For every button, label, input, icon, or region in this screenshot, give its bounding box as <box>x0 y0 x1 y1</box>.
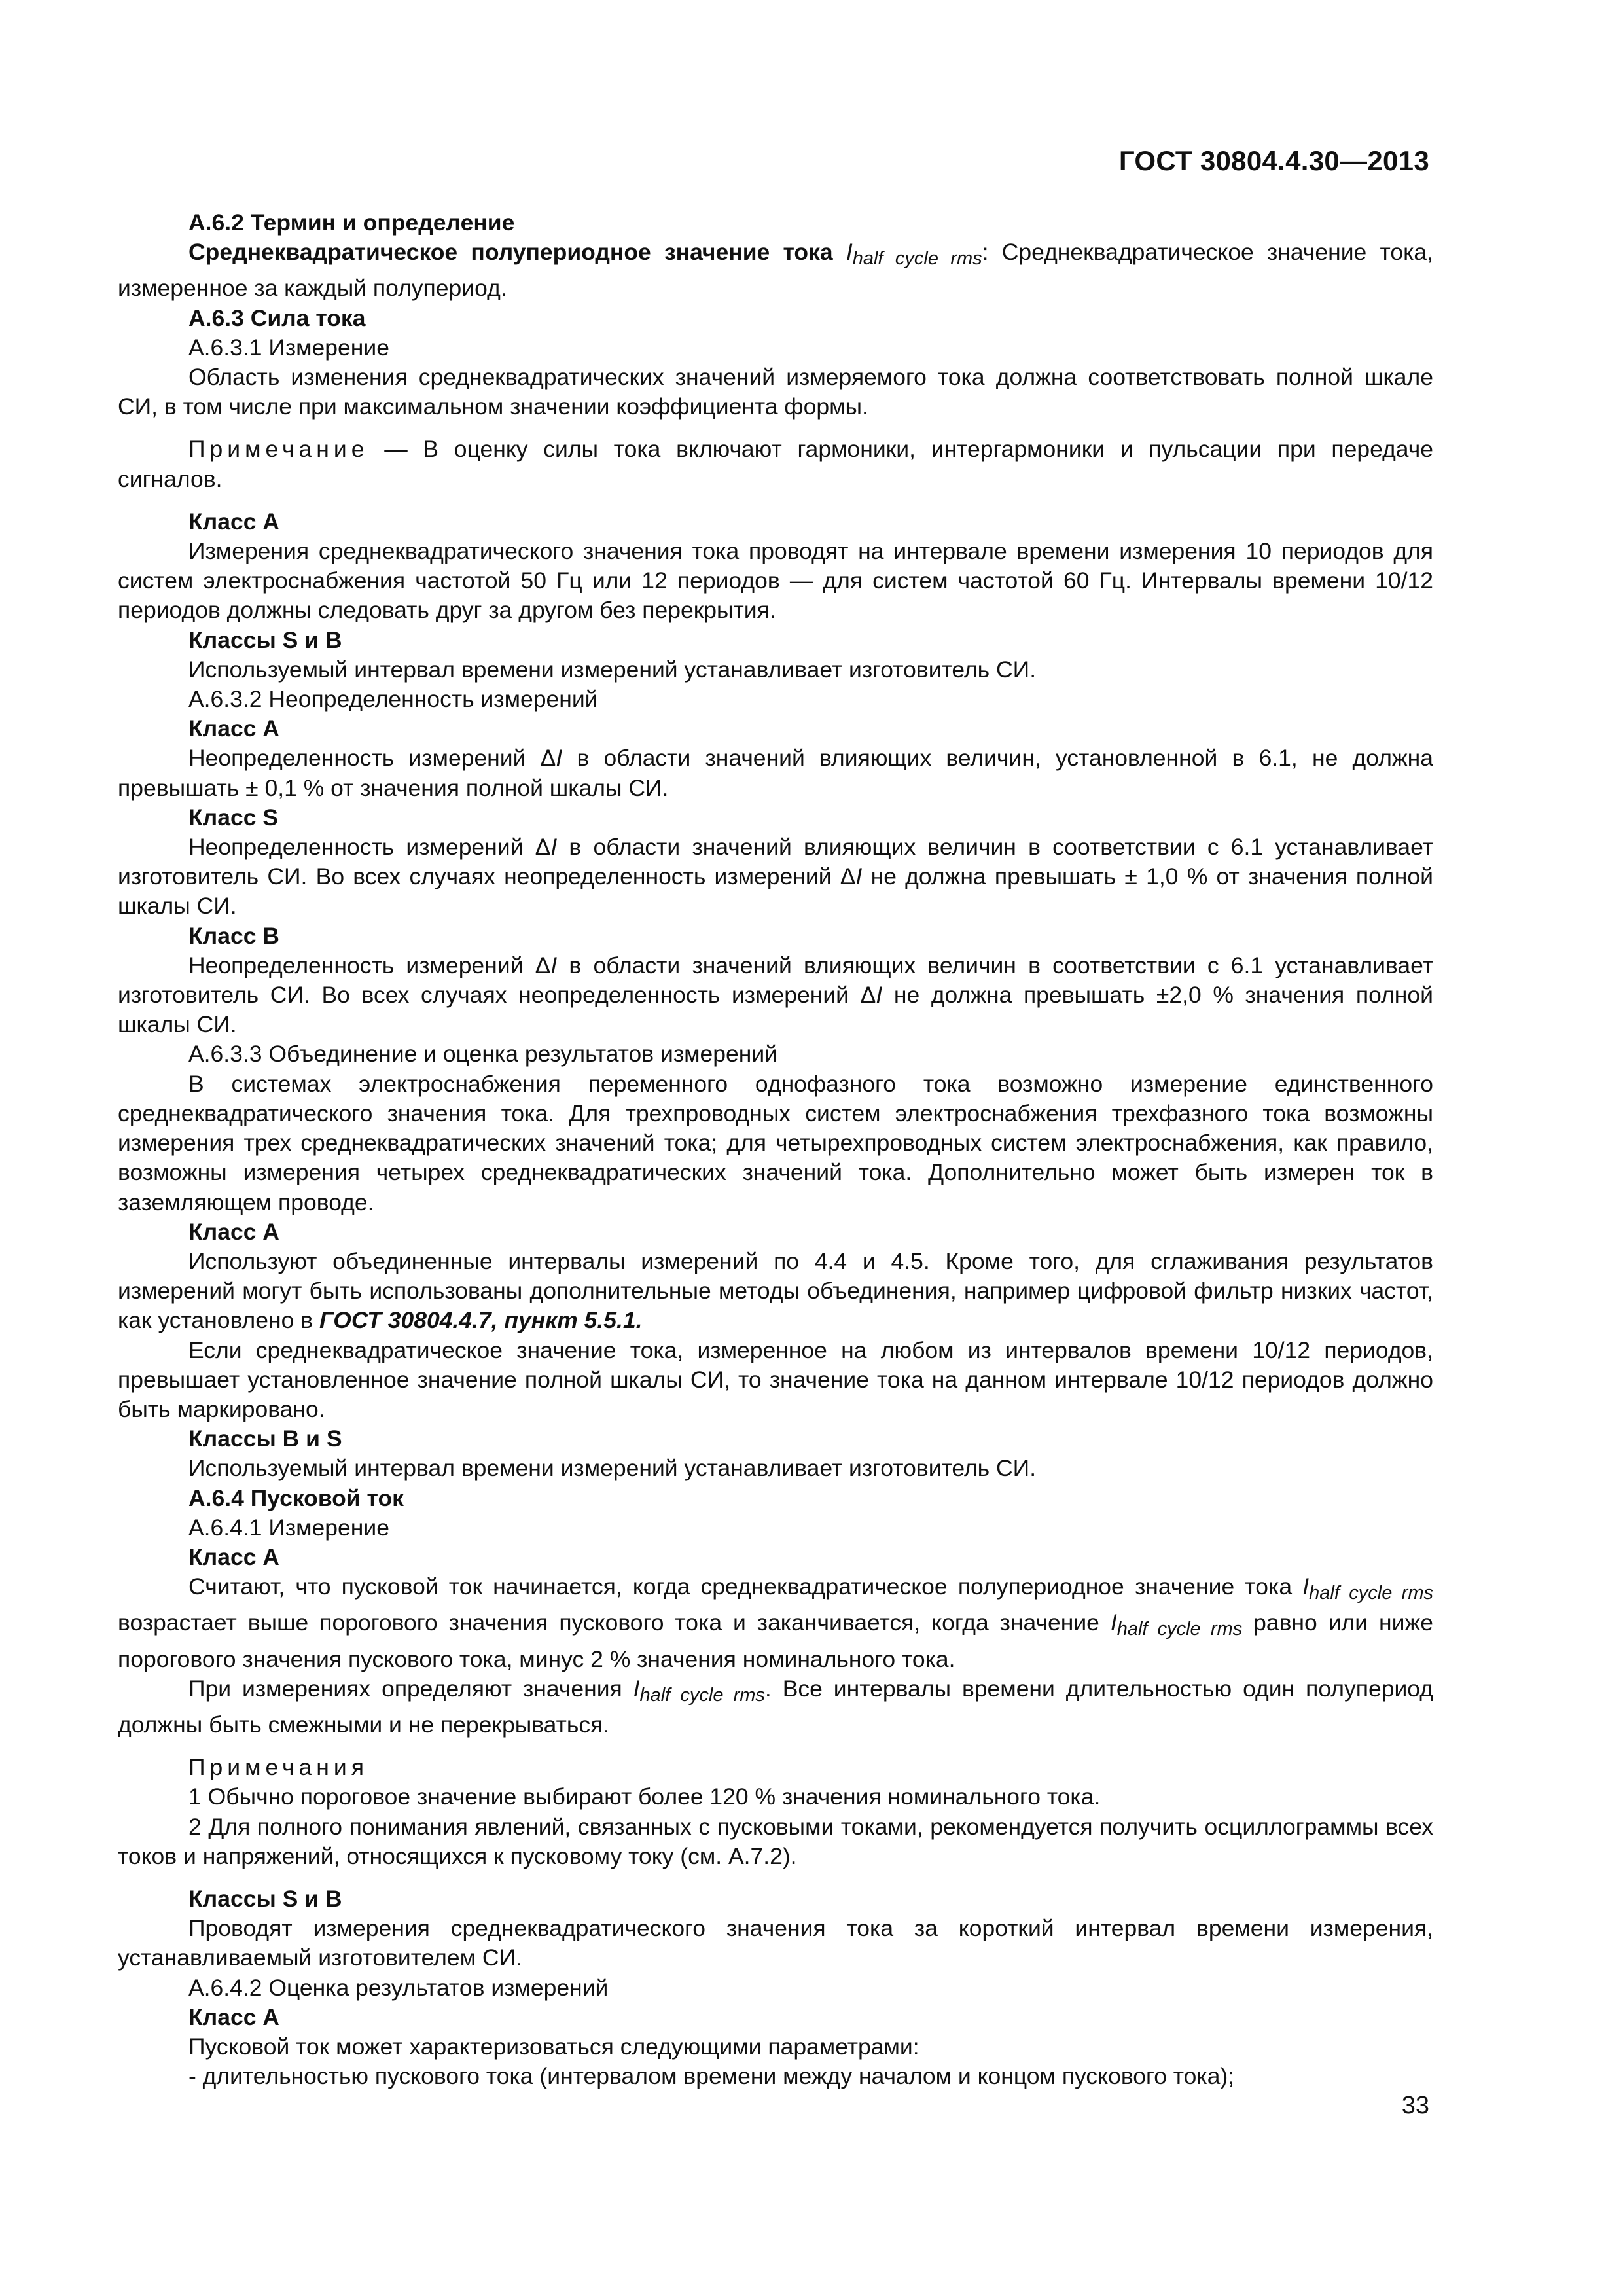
paragraph: Область изменения среднеквадратических значений измеряемого тока должна соответствовать полной шкале СИ, в том числе при максимальном значении коэффициента формы. <box>118 364 1433 420</box>
symbol-subscript: half cycle rms <box>1309 1583 1434 1604</box>
text: Считают, что пусковой ток начинается, когда среднеквадратическое полупериодное значение тока <box>188 1573 1303 1600</box>
symbol-i: I <box>1302 1573 1310 1600</box>
standard-reference: ГОСТ 30804.4.7, пункт 5.5.1. <box>319 1307 643 1334</box>
delta-symbol: Δ <box>535 834 551 861</box>
symbol-subscript: half cycle rms <box>639 1684 765 1706</box>
section-heading-a62: А.6.2 Термин и определение <box>188 209 515 236</box>
document-header: ГОСТ 30804.4.30—2013 <box>1118 145 1429 176</box>
paragraph: Измерения среднеквадратического значения тока проводят на интервале времени измерения 10 периодов для систем электроснабжения частотой 50 Гц или 12 периодов — для систем частотой 60 Гц. Интервалы времени 10/12 периодов должны следовать друг за другом без перекрытия. <box>118 538 1433 624</box>
symbol-subscript: half cycle rms <box>852 248 982 270</box>
delta-symbol: Δ <box>860 982 876 1009</box>
text: Неопределенность измерений <box>188 952 535 978</box>
note-paragraph <box>118 435 1433 493</box>
symbol-subscript: half cycle rms <box>1116 1619 1243 1640</box>
class-heading-b: Класс В <box>188 922 279 949</box>
symbol-i: I <box>556 745 563 772</box>
note-text: — В оценку силы тока включают гармоники, интергармоники и пульсации при передаче сигналов. <box>118 436 1433 492</box>
notes-label <box>118 1753 1433 1782</box>
term: Среднеквадратическое полупериодное значение тока <box>188 239 833 266</box>
text: в области значений влияющих величин в соответствии с 6.1 устанавливает изготовитель СИ. Во всех случаях неопределенность измерений <box>118 834 1433 890</box>
subsection-a641: А.6.4.1 Измерение <box>188 1514 389 1541</box>
section-heading-a63: А.6.3 Сила тока <box>188 304 366 331</box>
paragraph <box>118 1674 1433 1740</box>
text: Неопределенность измерений <box>188 834 535 861</box>
document-body <box>118 208 1433 2091</box>
note-label: Примечание <box>188 436 369 463</box>
class-heading-bs: Классы В и S <box>188 1426 342 1452</box>
class-heading-a: Класс А <box>188 1543 279 1570</box>
symbol-i: I <box>1110 1609 1117 1636</box>
note-item: 1 Обычно пороговое значение выбирают более 120 % значения номинального тока. <box>188 1784 1101 1810</box>
section-heading-a64: А.6.4 Пусковой ток <box>188 1484 404 1511</box>
paragraph <box>118 951 1433 1040</box>
paragraph <box>118 833 1433 922</box>
paragraph: Пусковой ток может характеризоваться следующими параметрами: <box>188 2033 919 2060</box>
paragraph <box>118 1572 1433 1674</box>
delta-symbol: Δ <box>840 863 856 890</box>
symbol-i: I <box>855 863 863 890</box>
text: в области значений влияющих величин, установленной в 6.1, не должна превышать ± 0,1 % от значения полной шкалы СИ. <box>118 745 1434 801</box>
class-heading-a: Класс А <box>188 1218 279 1245</box>
symbol-i: I <box>846 239 853 266</box>
subsection-a632: А.6.3.2 Неопределенность измерений <box>188 686 598 713</box>
text: При измерениях определяют значения <box>188 1675 633 1702</box>
text: не должна превышать ± 1,0 % от значения полной шкалы СИ. <box>118 863 1433 920</box>
class-heading-a: Класс А <box>188 508 279 535</box>
text: равно или ниже порогового значения пускового тока, минус 2 % значения номинального тока. <box>118 1609 1433 1672</box>
notes-label-text: Примечания <box>188 1754 368 1781</box>
paragraph: Если среднеквадратическое значение тока, измеренное на любом из интервалов времени 10/12 периодов, превышает установленное значение полной шкалы СИ, то значение тока на данном интервале 10/12 периодов должно быть маркировано. <box>118 1336 1433 1422</box>
paragraph: Проводят измерения среднеквадратического значения тока за короткий интервал времени измерения, устанавливаемый изготовителем СИ. <box>118 1915 1433 1971</box>
paragraph: Используемый интервал времени измерений устанавливает изготовитель СИ. <box>188 656 1037 683</box>
symbol-i: I <box>876 982 883 1009</box>
delta-symbol: Δ <box>540 745 556 772</box>
symbol-i: I <box>550 834 558 861</box>
text: Неопределенность измерений <box>188 745 541 772</box>
text: в области значений влияющих величин в соответствии с 6.1 устанавливает изготовитель СИ. Во всех случаях неопределенность измерений <box>118 952 1433 1009</box>
text: . Все интервалы времени длительностью один полупериод должны быть смежными и не перекрываться. <box>118 1675 1433 1738</box>
subsection-a633: А.6.3.3 Объединение и оценка результатов измерений <box>188 1041 777 1067</box>
note-item: 2 Для полного понимания явлений, связанных с пусковыми токами, рекомендуется получить осциллограммы всех токов и напряжений, относящихся к пусковому току (см. А.7.2). <box>118 1813 1433 1869</box>
paragraph <box>118 1247 1433 1336</box>
class-heading-sb: Классы S и В <box>188 626 342 653</box>
class-heading-a: Класс А <box>188 2003 279 2030</box>
paragraph: В системах электроснабжения переменного однофазного тока возможно измерение единственного среднеквадратического значения тока. Для трехпроводных систем электроснабжения трехфазного тока возможны измерения трех среднеквадратических значений тока; для четырехпроводных систем электроснабжения, как правило, возможны измерения четырех среднеквадратических значений тока. Дополнительно может быть измерен ток в заземляющем проводе. <box>118 1070 1433 1215</box>
paragraph: Используемый интервал времени измерений устанавливает изготовитель СИ. <box>188 1455 1037 1482</box>
subsection-a631: А.6.3.1 Измерение <box>188 334 389 361</box>
class-heading-s: Класс S <box>188 804 278 831</box>
subsection-a642: А.6.4.2 Оценка результатов измерений <box>188 1974 609 2001</box>
symbol-i: I <box>633 1675 640 1702</box>
definition-text: : Среднеквадратическое значение тока, измеренное за каждый полупериод. <box>118 239 1434 302</box>
delta-symbol: Δ <box>535 952 551 978</box>
class-heading-a: Класс А <box>188 715 279 742</box>
text: не должна превышать ±2,0 % значения полной шкалы СИ. <box>118 982 1433 1038</box>
text: возрастает выше порогового значения пускового тока и заканчивается, когда значение <box>118 1609 1111 1636</box>
page-number: 33 <box>1401 2092 1429 2119</box>
paragraph <box>118 744 1433 802</box>
text: Используют объединенные интервалы измерений по 4.4 и 4.5. Кроме того, для сглаживания результатов измерений могут быть использованы дополнительные методы объединения, например цифровой фильтр низких частот, как установлено в <box>118 1247 1433 1334</box>
definition-paragraph <box>118 238 1433 303</box>
symbol-i: I <box>550 952 558 978</box>
list-item: - длительностью пускового тока (интервалом времени между началом и концом пускового тока); <box>188 2063 1235 2090</box>
class-heading-sb: Классы S и В <box>188 1885 342 1912</box>
